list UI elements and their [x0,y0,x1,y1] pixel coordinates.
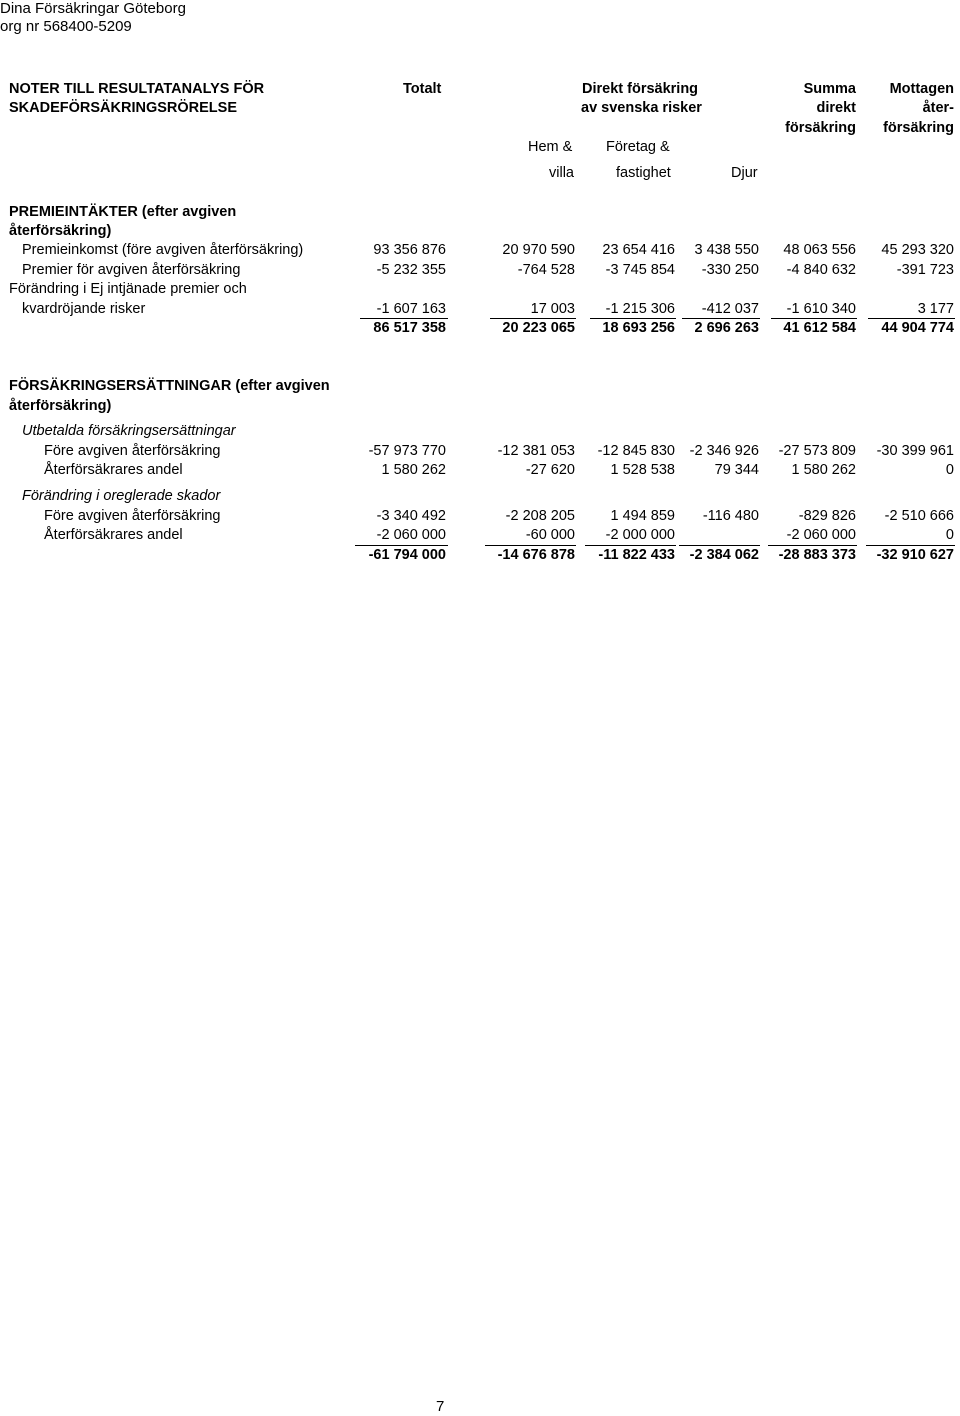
cell-summa-direkt: -829 826 [798,508,856,524]
cell-foretag-fastighet: -3 745 854 [605,262,675,278]
col-header-foretag-line1: Företag & [606,139,670,155]
cell-hem-villa: -27 620 [525,462,575,478]
cell-foretag-fastighet: 1 528 538 [610,462,675,478]
cell-djur: -2 346 926 [689,443,759,459]
row-label: Före avgiven återförsäkring [44,508,221,524]
section-heading-premie-line2: återförsäkring) [9,223,112,239]
col-header-foretag-line2: fastighet [616,165,671,181]
org-number: org nr 568400-5209 [0,18,132,35]
cell-summa-direkt: -27 573 809 [778,443,856,459]
cell-totalt: -3 340 492 [376,508,446,524]
cell-hem-villa: -60 000 [525,527,575,543]
col-header-mottagen-line1: Mottagen [889,81,954,97]
cell-djur: -330 250 [701,262,759,278]
cell-totalt: -5 232 355 [376,262,446,278]
cell-summa-direkt: 48 063 556 [783,242,856,258]
col-header-hem-line2: villa [549,165,574,181]
total-foretag-fastighet: 18 693 256 [602,320,675,336]
col-header-djur: Djur [731,165,758,181]
row-label: Premier för avgiven återförsäkring [22,262,241,278]
row-label-line1: Förändring i Ej intjänade premier och [9,281,247,297]
cell-summa-direkt: -1 610 340 [786,301,856,317]
cell-mottagen: 45 293 320 [881,242,954,258]
total-hem-villa: 20 223 065 [502,320,575,336]
section-heading-premie-line1: PREMIEINTÄKTER (efter avgiven [9,204,237,220]
cell-mottagen: 0 [945,527,954,543]
cell-totalt: -57 973 770 [368,443,446,459]
section-heading-ersattning-line2: återförsäkring) [9,398,112,414]
cell-totalt: -2 060 000 [376,527,446,543]
table-title-line1: NOTER TILL RESULTATANALYS FÖR [9,81,265,97]
cell-totalt: 93 356 876 [373,242,446,258]
total-hem-villa: -14 676 878 [497,547,575,563]
total-summa-direkt: -28 883 373 [778,547,856,563]
col-header-summa-line2: direkt [816,100,856,116]
total-totalt: 86 517 358 [373,320,446,336]
total-summa-direkt: 41 612 584 [783,320,856,336]
cell-mottagen: 0 [945,462,954,478]
col-header-direkt-line1: Direkt försäkring [582,81,699,97]
total-foretag-fastighet: -11 822 433 [598,547,675,563]
cell-hem-villa: -2 208 205 [505,508,575,524]
cell-hem-villa: -12 381 053 [497,443,575,459]
cell-foretag-fastighet: 23 654 416 [602,242,675,258]
cell-mottagen: -2 510 666 [884,508,954,524]
row-label: kvardröjande risker [22,301,146,317]
col-header-mottagen-line3: försäkring [883,120,954,136]
total-totalt: -61 794 000 [368,547,446,563]
col-header-mottagen-line2: åter- [922,100,954,116]
subheading-utbetalda: Utbetalda försäkringsersättningar [22,423,236,439]
cell-foretag-fastighet: 1 494 859 [610,508,675,524]
cell-mottagen: -391 723 [896,262,954,278]
cell-hem-villa: 17 003 [530,301,575,317]
cell-hem-villa: 20 970 590 [502,242,575,258]
col-header-hem-line1: Hem & [528,139,573,155]
table-title-line2: SKADEFÖRSÄKRINGSRÖRELSE [9,100,237,116]
cell-summa-direkt: 1 580 262 [791,462,856,478]
subheading-forandring: Förändring i oreglerade skador [22,488,221,504]
cell-totalt: -1 607 163 [376,301,446,317]
col-header-summa-line1: Summa [803,81,856,97]
company-name: Dina Försäkringar Göteborg [0,0,186,17]
cell-djur: -412 037 [701,301,759,317]
cell-djur: -116 480 [702,508,759,524]
row-label: Återförsäkrares andel [44,527,183,543]
col-header-totalt: Totalt [403,81,442,97]
row-label: Återförsäkrares andel [44,462,183,478]
cell-hem-villa: -764 528 [517,262,575,278]
section-heading-ersattning-line1: FÖRSÄKRINGSERSÄTTNINGAR (efter avgiven [9,378,330,394]
col-header-summa-line3: försäkring [785,120,856,136]
cell-djur: 79 344 [714,462,759,478]
row-label: Före avgiven återförsäkring [44,443,221,459]
cell-mottagen: 3 177 [917,301,954,317]
total-mottagen: 44 904 774 [881,320,954,336]
cell-summa-direkt: -4 840 632 [786,262,856,278]
cell-djur: 3 438 550 [694,242,759,258]
cell-foretag-fastighet: -2 000 000 [605,527,675,543]
page-number: 7 [436,1398,445,1415]
cell-foretag-fastighet: -1 215 306 [605,301,675,317]
cell-totalt: 1 580 262 [381,462,446,478]
cell-mottagen: -30 399 961 [876,443,954,459]
total-mottagen: -32 910 627 [876,547,954,563]
cell-summa-direkt: -2 060 000 [786,527,856,543]
total-djur: 2 696 263 [694,320,759,336]
cell-foretag-fastighet: -12 845 830 [597,443,675,459]
row-label: Premieinkomst (före avgiven återförsäkring) [22,242,304,258]
col-header-direkt-line2: av svenska risker [581,100,702,116]
total-djur: -2 384 062 [689,547,759,563]
